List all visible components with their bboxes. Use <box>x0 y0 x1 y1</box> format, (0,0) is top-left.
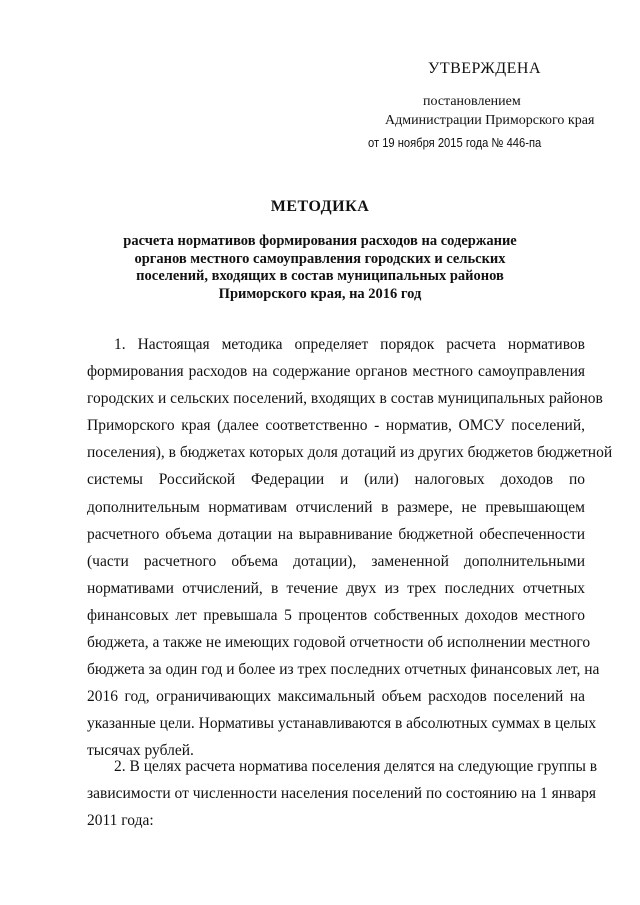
paragraph-line: городских и сельских поселений, входящих в состав муниципальных районов <box>87 390 603 408</box>
subtitle-line: органов местного самоуправления городских и сельских <box>134 250 506 267</box>
paragraph-line: поселения), в бюджетах которых доля дотаций из других бюджетов бюджетной <box>87 444 613 462</box>
paragraph-line: финансовых лет превышала 5 процентов собственных доходов местного <box>87 606 585 624</box>
paragraph-line: 1. Настоящая методика определяет порядок расчета нормативов <box>114 336 585 353</box>
paragraph-line: зависимости от численности населения поселений по состоянию на 1 января <box>87 785 596 803</box>
subtitle-line: Приморского края, на 2016 год <box>218 285 422 302</box>
paragraph-line: указанные цели. Нормативы устанавливаются в абсолютных суммах в целых <box>87 715 597 733</box>
approval-authority-line: Администрации Приморского края <box>385 113 595 128</box>
paragraph-line: дополнительным нормативам отчислений в размере, не превышающем <box>87 498 585 516</box>
paragraph-line: расчетного объема дотации на выравнивание бюджетной обеспеченности <box>87 525 585 543</box>
paragraph-line: системы Российской Федерации и (или) налоговых доходов по <box>87 471 585 489</box>
paragraph-line: Приморского края (далее соответственно - норматив, ОМСУ поселений, <box>87 417 585 435</box>
paragraph-2 <box>87 753 598 834</box>
paragraph-line: бюджета, а также не имеющих годовой отчетности об исполнении местного <box>87 634 591 652</box>
document-subtitle <box>100 233 540 303</box>
approval-resolution-line: постановлением <box>423 94 521 109</box>
subtitle-line: поселений, входящих в состав муниципальных районов <box>136 268 504 284</box>
paragraph-line: тысячах рублей. <box>87 742 194 760</box>
approval-date: от 19 ноября 2015 года № 446-па <box>368 135 542 150</box>
paragraph-line: бюджета за один год и более из трех последних отчетных финансовых лет, на <box>87 661 600 679</box>
approval-stamp: УТВЕРЖДЕНА <box>428 60 542 77</box>
paragraph-line: 2016 год, ограничивающих максимальный объем расходов поселений на <box>87 688 585 706</box>
paragraph-line: формирования расходов на содержание органов местного самоуправления <box>87 363 585 381</box>
document-title: МЕТОДИКА <box>270 198 370 215</box>
subtitle-line: расчета нормативов формирования расходов на содержание <box>123 233 517 249</box>
paragraph-line: 2. В целях расчета норматива поселения делятся на следующие группы в <box>114 758 598 775</box>
paragraph-line: нормативами отчислений, в течение двух из трех последних отчетных <box>87 579 585 597</box>
paragraph-line: (части расчетного объема дотации), замененной дополнительными <box>87 552 585 570</box>
paragraph-1 <box>87 331 613 765</box>
paragraph-line: 2011 года: <box>87 812 154 830</box>
